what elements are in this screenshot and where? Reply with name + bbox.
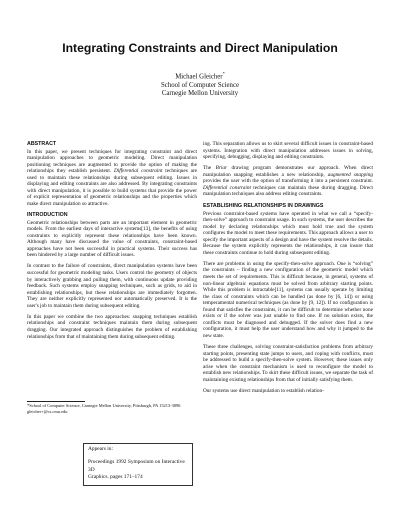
- right-column: [203, 141, 373, 399]
- briar-paragraph: The Briar drawing program demonstrates our approach. When direct manipulation snapping establishes a new relationship, augmented snapping provides the user with the option of transforming it into a persistent constraint. Differential constraint techniques can maintain these during dragging. Direct manipulation techniques also address editing constraints.: [203, 165, 373, 198]
- intro-paragraph-2: In contrast to the failure of constraints, direct manipulation systems have been successful for geometric modeling tasks. Users control the geometry of objects by interactively grabbing and pulling them, with continuous update providing feedback. Such systems employ snapping techniques, such as grids, to aid in establishing relationships, but these relationships are immediately forgotten. They are neither explicitly represented nor automatically preserved. It is the user's job to maintain them during subsequent editing.: [27, 263, 197, 309]
- problems-paragraph: There are problems in using the specify-then-solve approach. One is “solving” the constraints – finding a new configuration of the geometric model which meets the set of requirements. This is difficult because, in general, systems of non-linear algebraic equations must be solved from arbitrary starting points. While this problem is intractable[11], systems can usually operate by limiting the class of constraints which can be handled (as done by [6, 14]) or using temperamental numerical techniques (as done by [9, 12]). If no configuration is found that satisfies the constraints, it can be difficult to determine whether none exists or if the solver was just unable to find one. If no solution exists, the conflicts must be diagnosed and debugged. If the solver does find a new configuration, it must help the user understand how and why it jumped to the new state.: [203, 260, 373, 339]
- paper-title: Integrating Constraints and Direct Manipulation: [62, 41, 338, 55]
- author-block: [0, 70, 400, 99]
- appears-venue: Proceedings 1992 Symposium on Interactive 3D: [88, 459, 185, 473]
- footnote-rule: [27, 401, 85, 402]
- intro-paragraph-1: Geometric relationships between parts are an important element in geometric models. From the earliest days of interactive systems[13], the benefits of using constraints to explicitly represent these relationships have been known. Although many have discussed the value of constraints, constraint-based approaches have not been successful in practical systems. Their success has been hindered by a large number of difficult issues.: [27, 219, 197, 259]
- appears-label: Appears in:: [88, 446, 114, 452]
- section-heading: ESTABLISHING RELATIONSHIPS IN DRAWINGS: [203, 202, 324, 209]
- continued-paragraph: ing. This separation allows us to skirt several difficult issues in constraint-based systems. Integration with direct manipulation addresses issues in solving, specifying, debugging, displaying and editing constraints.: [203, 141, 373, 161]
- appears-pages: Graphics. pages 171–174: [88, 474, 143, 481]
- author-footnote: *School of Computer Science, Carnegie Mellon University, Pittsburgh, PA 15213-3890. gleicher+@cs.cmu.edu: [27, 403, 182, 414]
- author-university: Carnegie Mellon University: [161, 90, 239, 98]
- final-paragraph: Our systems use direct manipulation to establish relation-: [203, 387, 324, 394]
- abstract-paragraph: In this paper, we present techniques for integrating constraint and direct manipulation approaches to geometric modeling. Direct manipulation positioning techniques are augmented to provide the option of making the relationships they establish persistent. Differential constraint techniques are used to maintain these relationships during subsequent editing. Issues in displaying and editing constraints are also addressed. By integrating constraints with direct manipulation, it is possible to build systems that provide the power of explicit representation of geometric relationships and the properties which make direct manipulation so attractive.: [27, 148, 197, 207]
- author-name: Michael Gleicher*: [175, 71, 225, 81]
- challenges-paragraph: These three challenges, solving constraint-satisfaction problems from arbitrary starting points, presenting state jumps to users, and coping with conflicts, must be addressed to build a specify-then-solve system. However, these issues only arise when the constraint mechanism is used to reconfigure the model to establish new relationships. To skirt these difficult issues, we separate the task of maintaining existing relationships from that of initially satisfying them.: [203, 344, 373, 383]
- intro-paragraph-3: In this paper we combine the two approaches: snapping techniques establish relationships and constraint techniques maintain them during subsequent dragging. Our integrated approach distinguishes the problem of establishing relationships from that of maintaining them during subsequent editing.: [27, 313, 197, 340]
- appears-in-box: [83, 443, 193, 486]
- specify-solve-paragraph: Previous constraint-based systems have operated in what we call a “specify-then-solve” approach to constraint usage. In such systems, the user describes the model by declaring relationships which must hold true and the system configures the model to meet these requirements. This approach allows a user to specify the important aspects of a design and have the system resolve the details. Because the system explicitly represents the relationships, it can insure that these constraints continue to hold during subsequent editing.: [203, 210, 373, 256]
- introduction-heading: INTRODUCTION: [27, 212, 68, 219]
- author-department: School of Computer Science: [161, 81, 239, 89]
- left-column: [27, 141, 197, 345]
- abstract-heading: ABSTRACT: [27, 141, 57, 147]
